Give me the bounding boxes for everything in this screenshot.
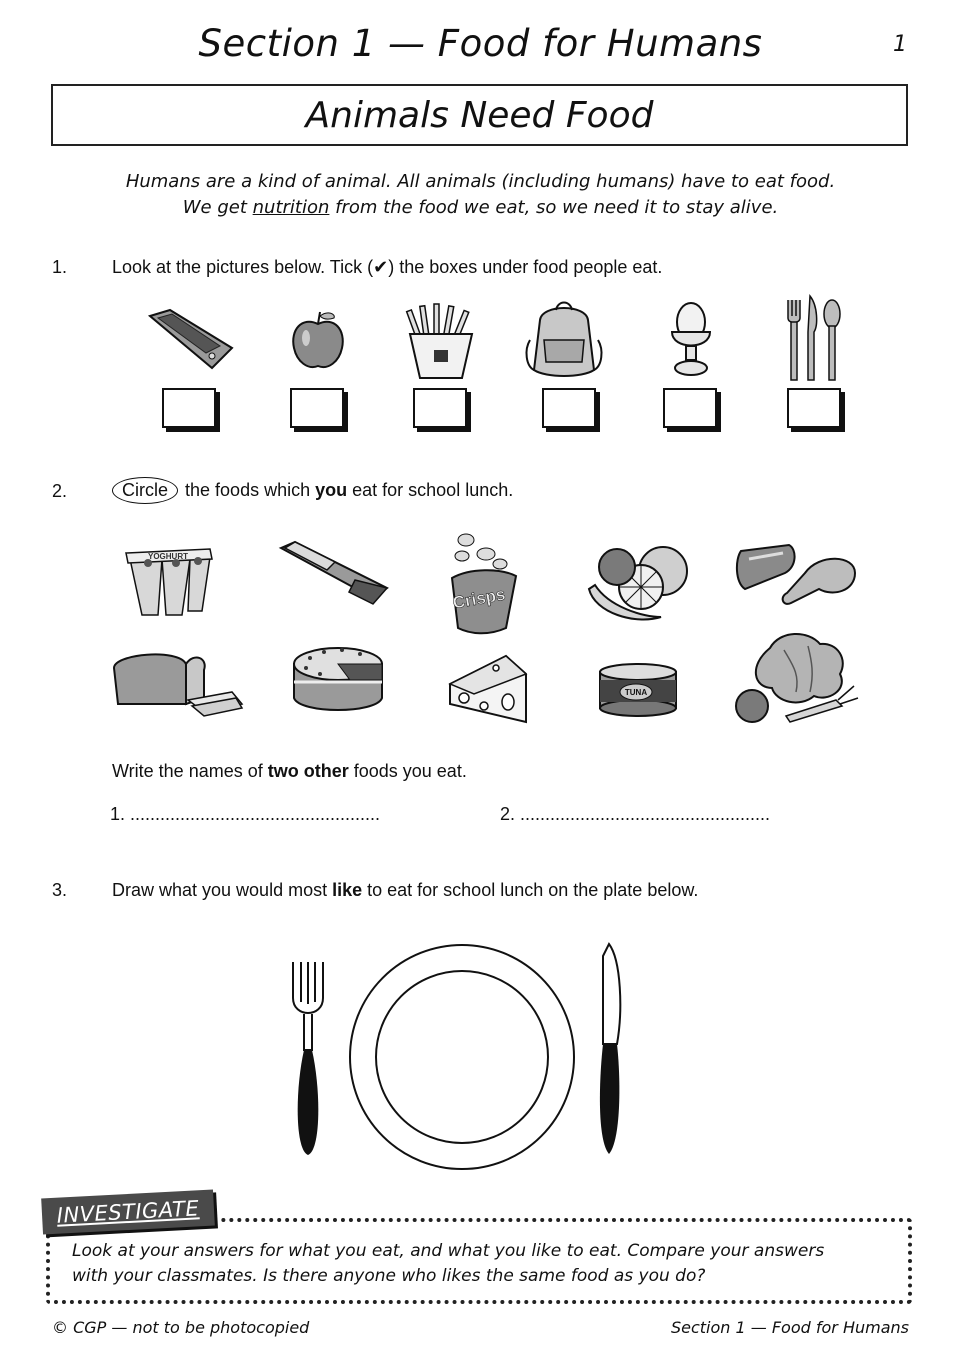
fork-icon [293, 962, 323, 1155]
investigate-line-2: with your classmates. Is there anyone who likes the same food as you do? [72, 1266, 706, 1286]
tablet-icon [140, 308, 235, 373]
tick-box-apple[interactable] [290, 388, 344, 428]
cutlery-icon [782, 296, 846, 384]
investigate-box [46, 1218, 912, 1304]
q2-text-part: the foods which [180, 480, 316, 500]
q3-text-part: Draw what you would most [112, 880, 333, 900]
intro-line-1: Humans are a kind of animal. All animals (including humans) have to eat food. [125, 171, 836, 192]
question-2-text [112, 477, 513, 504]
footer-copyright: © CGP — not to be photocopied [52, 1318, 310, 1337]
investigate-line-1: Look at your answers for what you eat, and what you like to eat. Compare your answers [72, 1241, 825, 1261]
footer-section: Section 1 — Food for Humans [670, 1318, 909, 1337]
backpack-icon [522, 300, 606, 380]
question-1-number: 1. [52, 257, 68, 277]
write-text: Write the names of [112, 761, 268, 781]
fries-icon [400, 302, 482, 380]
tick-box-tablet[interactable] [162, 388, 216, 428]
intro-text: from the food we eat, so we need it to stay alive. [329, 197, 779, 218]
plate-icon[interactable] [350, 945, 574, 1169]
write-bold: two other [267, 761, 349, 781]
q3-bold-word: like [332, 880, 363, 900]
question-3-number: 3. [52, 880, 68, 900]
question-2-number: 2. [52, 481, 68, 501]
write-foods-instruction [112, 761, 467, 782]
yoghurt-icon[interactable] [122, 545, 214, 620]
page-number: 1 [893, 32, 907, 57]
plate-setting [287, 940, 637, 1165]
bread-icon[interactable] [108, 648, 244, 716]
vegetables-icon[interactable] [730, 630, 860, 726]
knife-icon [600, 944, 620, 1154]
q2-bold-word: you [315, 480, 348, 500]
chocolate-bar-icon[interactable] [275, 540, 395, 608]
boiled-egg-icon [666, 302, 716, 380]
page-title: Animals Need Food [305, 94, 654, 136]
tuna-can-icon[interactable] [596, 662, 680, 720]
yoghurt-label: YOGHURT [148, 552, 188, 561]
answer-line-2[interactable]: 2. .................................................. [500, 804, 771, 824]
intro-text: We get [182, 197, 253, 218]
meat-icon[interactable] [735, 543, 859, 609]
fruit-icon[interactable] [585, 541, 691, 627]
cheese-icon[interactable] [446, 654, 530, 724]
write-text: foods you eat. [348, 761, 467, 781]
tick-box-fries[interactable] [413, 388, 467, 428]
q2-text-part: eat for school lunch. [347, 480, 514, 500]
tuna-label: TUNA [624, 688, 648, 697]
q3-text-part: to eat for school lunch on the plate below. [362, 880, 699, 900]
question-1-text: Look at the pictures below. Tick (✔) the boxes under food people eat. [112, 257, 663, 277]
apple-icon [288, 310, 348, 372]
title-box [51, 84, 908, 146]
crisps-icon[interactable] [440, 528, 522, 638]
section-title: Section 1 — Food for Humans [198, 22, 763, 65]
investigate-label: INVESTIGATE [56, 1196, 200, 1228]
circle-example: Circle [112, 477, 178, 504]
tick-box-backpack[interactable] [542, 388, 596, 428]
tick-box-egg[interactable] [663, 388, 717, 428]
nutrition-term: nutrition [252, 197, 330, 218]
crisps-label: Crisps [451, 584, 507, 613]
intro-line-2 [0, 197, 961, 218]
answer-line-1[interactable]: 1. .................................................. [110, 804, 381, 824]
tick-box-cutlery[interactable] [787, 388, 841, 428]
question-3-text [112, 880, 698, 901]
cake-icon[interactable] [290, 640, 386, 720]
